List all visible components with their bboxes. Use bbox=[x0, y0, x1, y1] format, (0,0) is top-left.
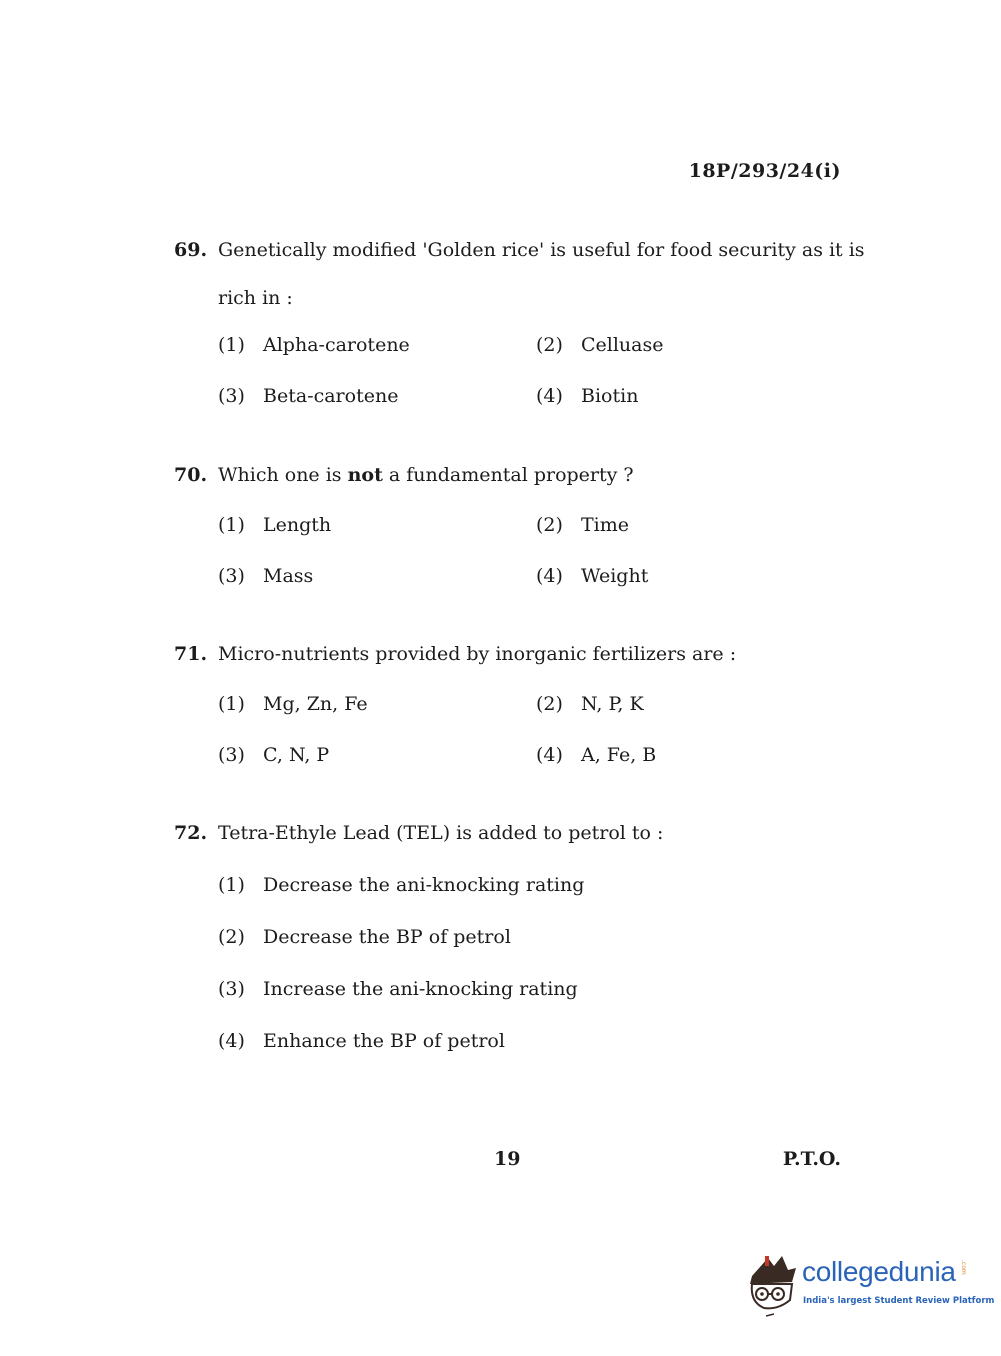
option-2: (2) Celluase bbox=[536, 334, 664, 356]
question-number: 71. bbox=[174, 643, 208, 665]
option-2: (2) N, P, K bbox=[536, 693, 644, 715]
question-text: Tetra-Ethyle Lead (TEL) is added to petrol to : bbox=[218, 822, 664, 844]
options bbox=[218, 857, 854, 1077]
question-text: Micro-nutrients provided by inorganic fertilizers are : bbox=[218, 643, 737, 665]
question-number: 69. bbox=[174, 239, 208, 261]
option-1: (1) Mg, Zn, Fe bbox=[218, 693, 368, 715]
question-number: 72. bbox=[174, 822, 208, 844]
option-2: (2) Decrease the BP of petrol bbox=[218, 926, 511, 948]
option-1: (1) Length bbox=[218, 514, 332, 536]
question-text: Genetically modified 'Golden rice' is useful for food security as it is bbox=[218, 239, 865, 261]
option-1: (1) Alpha-carotene bbox=[218, 334, 410, 356]
option-1: (1) Decrease the ani-knocking rating bbox=[218, 874, 585, 896]
options bbox=[218, 678, 854, 788]
question-71 bbox=[174, 630, 854, 788]
option-3: (3) Increase the ani-knocking rating bbox=[218, 978, 578, 1000]
options bbox=[218, 499, 854, 609]
brand-tagline: India's largest Student Review Platform bbox=[803, 1296, 995, 1306]
option-3: (3) C, N, P bbox=[218, 744, 330, 766]
option-4: (4) A, Fe, B bbox=[536, 744, 657, 766]
question-70 bbox=[174, 451, 854, 609]
option-4: (4) Biotin bbox=[536, 385, 639, 407]
page-number: 19 bbox=[494, 1148, 521, 1170]
question-69 bbox=[174, 226, 865, 432]
option-4: (4) Enhance the BP of petrol bbox=[218, 1030, 505, 1052]
collegedunia-watermark bbox=[742, 1250, 995, 1320]
brand-suffix: .com bbox=[960, 1260, 967, 1275]
option-2: (2) Time bbox=[536, 514, 630, 536]
question-text-continued: rich in : bbox=[218, 287, 293, 309]
mascot-icon bbox=[742, 1250, 802, 1320]
option-4: (4) Weight bbox=[536, 565, 649, 587]
paper-code: 18P/293/24(i) bbox=[688, 160, 841, 182]
brand-name: collegedunia bbox=[802, 1256, 956, 1287]
options bbox=[218, 322, 854, 432]
option-3: (3) Beta-carotene bbox=[218, 385, 399, 407]
question-text: Which one is not a fundamental property ? bbox=[218, 464, 634, 486]
question-72 bbox=[174, 809, 854, 1077]
pto-label: P.T.O. bbox=[782, 1148, 841, 1170]
option-3: (3) Mass bbox=[218, 565, 314, 587]
question-number: 70. bbox=[174, 464, 208, 486]
